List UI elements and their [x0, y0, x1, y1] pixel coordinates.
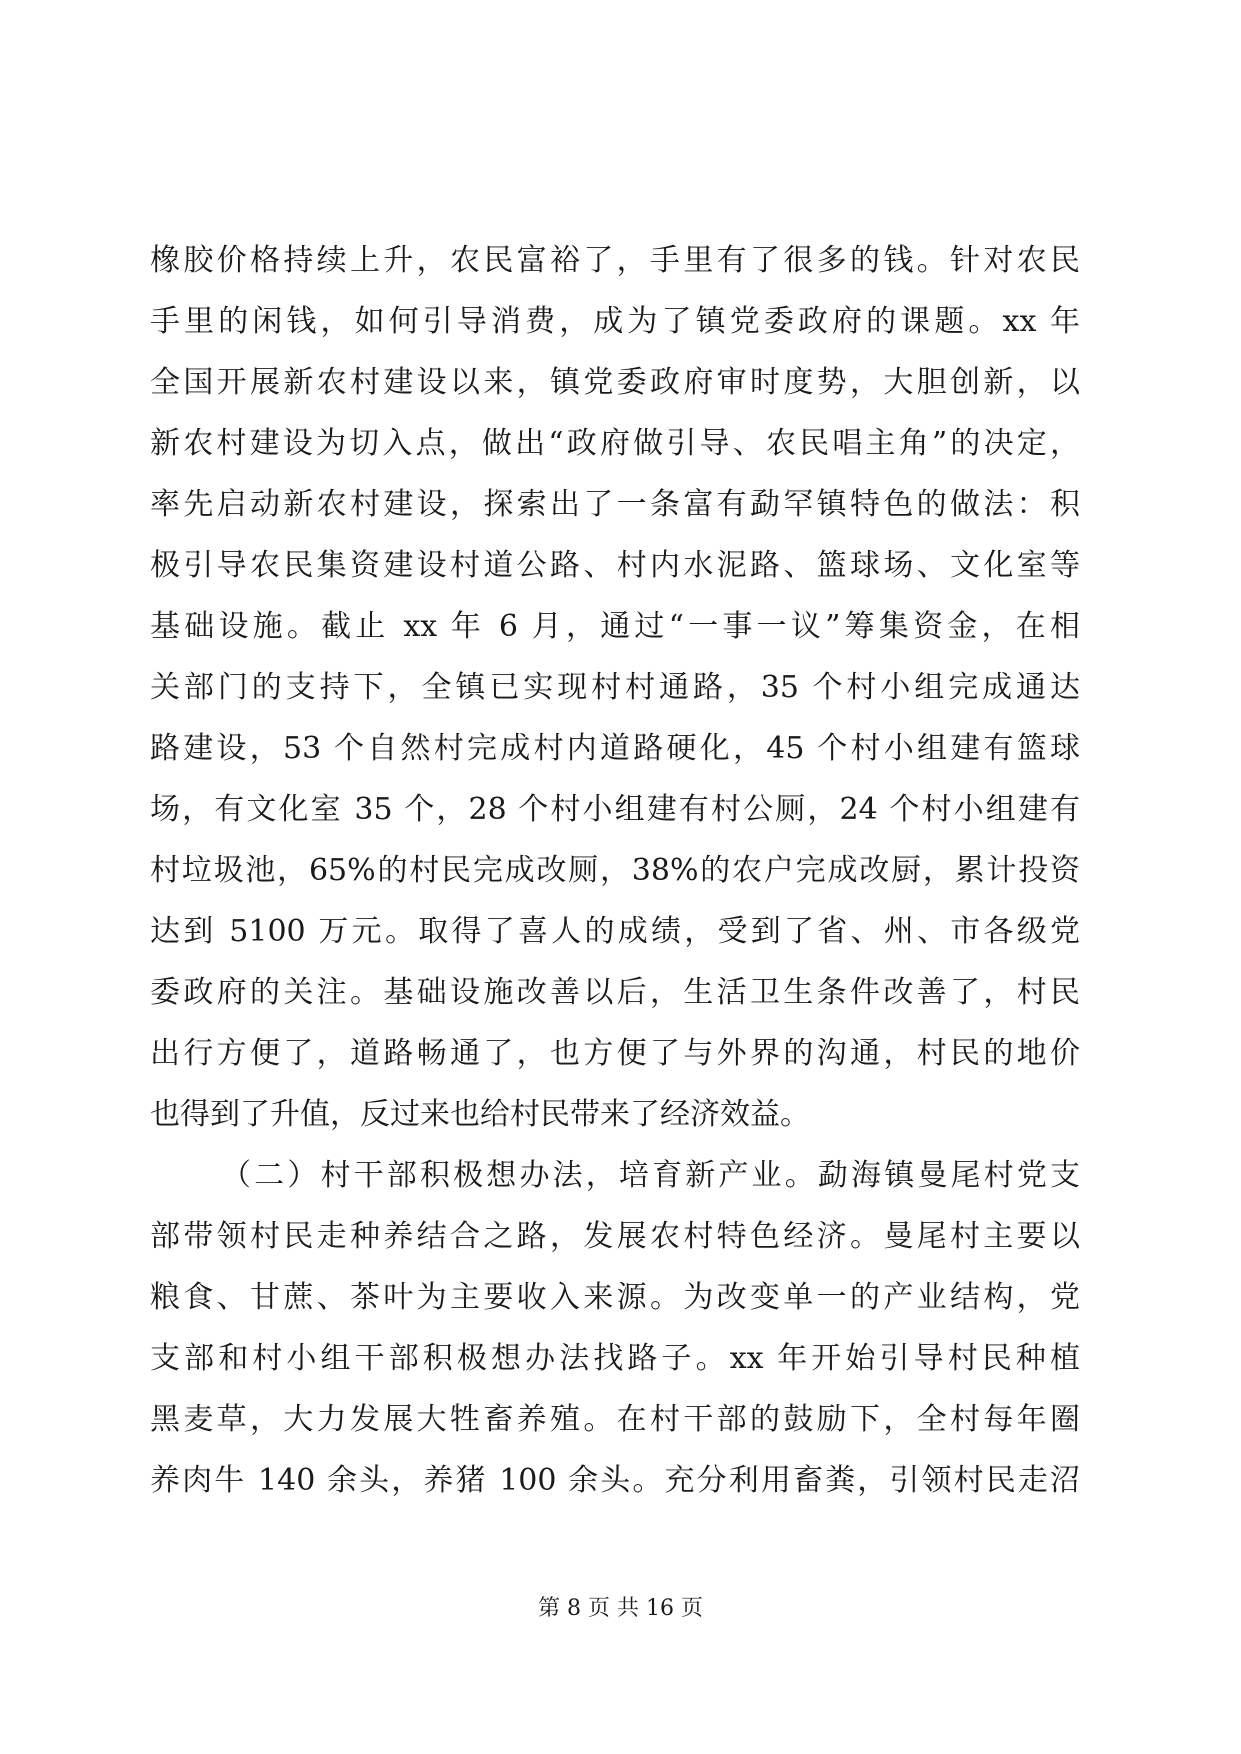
text-line: 养肉牛 140 余头，养猪 100 余头。充分利用畜粪，引领村民走沼 — [150, 1463, 1080, 1498]
text-line: 出行方便了，道路畅通了，也方便了与外界的沟通，村民的地价 — [150, 1036, 1080, 1071]
text-line: 关部门的支持下，全镇已实现村村通路，35 个村小组完成通达 — [150, 670, 1080, 705]
text-line: 粮食、甘蔗、茶叶为主要收入来源。为改变单一的产业结构，党 — [150, 1280, 1080, 1315]
text-line: 路建设，53 个自然村完成村内道路硬化，45 个村小组建有篮球 — [150, 731, 1080, 766]
text-line: 达到 5100 万元。取得了喜人的成绩，受到了省、州、市各级党 — [150, 914, 1080, 949]
text-line: 场，有文化室 35 个，28 个村小组建有村公厕，24 个村小组建有 — [150, 792, 1080, 827]
paragraph-1 — [150, 230, 1080, 1145]
text-line: 部带领村民走种养结合之路，发展农村特色经济。曼尾村主要以 — [150, 1219, 1080, 1254]
text-line: 率先启动新农村建设，探索出了一条富有勐罕镇特色的做法：积 — [150, 487, 1080, 522]
text-line: 手里的闲钱，如何引导消费，成为了镇党委政府的课题。xx 年 — [150, 304, 1080, 339]
text-line: 橡胶价格持续上升，农民富裕了，手里有了很多的钱。针对农民 — [150, 243, 1080, 278]
text-line: 也得到了升值，反过来也给村民带来了经济效益。 — [150, 1097, 810, 1132]
text-line: 支部和村小组干部积极想办法找路子。xx 年开始引导村民种植 — [150, 1341, 1080, 1376]
text-line: 村垃圾池，65%的村民完成改厕，38%的农户完成改厨，累计投资 — [150, 853, 1080, 888]
text-line: （二）村干部积极想办法，培育新产业。勐海镇曼尾村党支 — [221, 1158, 1080, 1193]
page-number: 第 8 页 共 16 页 — [538, 1596, 703, 1621]
text-line: 委政府的关注。基础设施改善以后，生活卫生条件改善了，村民 — [150, 975, 1080, 1010]
paragraph-2 — [150, 1145, 1080, 1511]
text-line: 新农村建设为切入点，做出“政府做引导、农民唱主角”的决定， — [150, 426, 1080, 461]
body-text — [150, 230, 1080, 1511]
text-line: 极引导农民集资建设村道公路、村内水泥路、篮球场、文化室等 — [150, 548, 1080, 583]
text-line: 黑麦草，大力发展大牲畜养殖。在村干部的鼓励下，全村每年圈 — [150, 1402, 1080, 1437]
text-line: 全国开展新农村建设以来，镇党委政府审时度势，大胆创新，以 — [150, 365, 1080, 400]
text-line: 基础设施。截止 xx 年 6 月，通过“一事一议”筹集资金，在相 — [150, 609, 1080, 644]
